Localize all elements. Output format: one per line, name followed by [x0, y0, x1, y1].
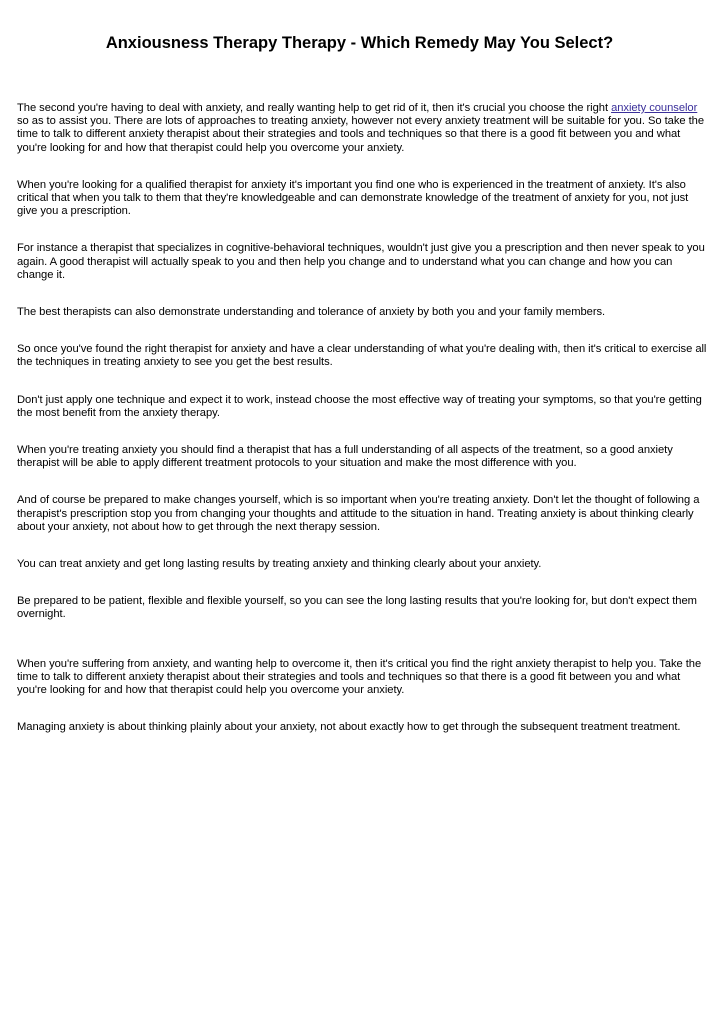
- paragraph-6: Don't just apply one technique and expect it to work, instead choose the most effective way of treating your symptoms, so that you're getting the most benefit from the anxiety therapy.: [17, 393, 702, 419]
- paragraph-1-text-before: The second you're having to deal with anxiety, and really wanting help to get rid of it, then it's crucial you choose the right: [17, 102, 612, 114]
- paragraph-7: When you're treating anxiety you should find a therapist that has a full understanding of all aspects of the treatment, so a good anxiety therapist will be able to apply different treatment protocols to your situation and make the most difference with you.: [17, 444, 673, 470]
- paragraph-1: [17, 102, 707, 155]
- paragraph-8: And of course be prepared to make changes yourself, which is so important when you're treating anxiety. Don't let the thought of following a therapist's prescription stop you from changing your thoughts and attitude to the situation in hand. Treating anxiety is about thinking clearly about your anxiety, not about how to get through the next therapy session.: [17, 494, 700, 533]
- page-title: Anxiousness Therapy Therapy - Which Remedy May You Select?: [105, 34, 614, 52]
- paragraph-10: Be prepared to be patient, flexible and flexible yourself, so you can see the long lasting results that you're looking for, but don't expect them overnight.: [17, 595, 697, 621]
- paragraph-11: When you're suffering from anxiety, and wanting help to overcome it, then it's critical you find the right anxiety therapist to help you. Take the time to talk to different anxiety therapist about their strategies and tools and techniques so that there is a good fit between you and what you're looking for and how that therapist could help you overcome your anxiety.: [17, 657, 702, 697]
- paragraph-2: When you're looking for a qualified therapist for anxiety it's important you find one who is experienced in the treatment of anxiety. It's also critical that when you talk to them that they're knowledgeable and can demonstrate knowledge of the treatment of anxiety for you, not just give you a prescription.: [17, 178, 689, 218]
- paragraph-12: Managing anxiety is about thinking plainly about your anxiety, not about exactly how to get through the subsequent treatment treatment.: [17, 721, 681, 734]
- paragraph-9: You can treat anxiety and get long lasting results by treating anxiety and thinking clearly about your anxiety.: [17, 558, 542, 571]
- paragraph-3: For instance a therapist that specializes in cognitive-behavioral techniques, wouldn't just give you a prescription and then never speak to you again. A good therapist will actually speak to you and then help you change and to understand what you can change and how you can change it.: [17, 242, 705, 281]
- paragraph-1-text-after: so as to assist you. There are lots of approaches to treating anxiety, however not every anxiety treatment will be suitable for you. So take the time to talk to different anxiety therapist about their strategies and tools and techniques so that there is a good fit between you and what you're looking for and how that therapist could help you overcome your anxiety.: [17, 115, 705, 154]
- anxiety-counselor-link[interactable]: anxiety counselor: [611, 102, 698, 114]
- paragraph-5: So once you've found the right therapist for anxiety and have a clear understanding of what you're dealing with, then it's critical to exercise all the techniques in treating anxiety to see you get the best results.: [17, 343, 707, 369]
- paragraph-4: The best therapists can also demonstrate understanding and tolerance of anxiety by both you and your family members.: [17, 306, 606, 319]
- article-body: [17, 102, 707, 758]
